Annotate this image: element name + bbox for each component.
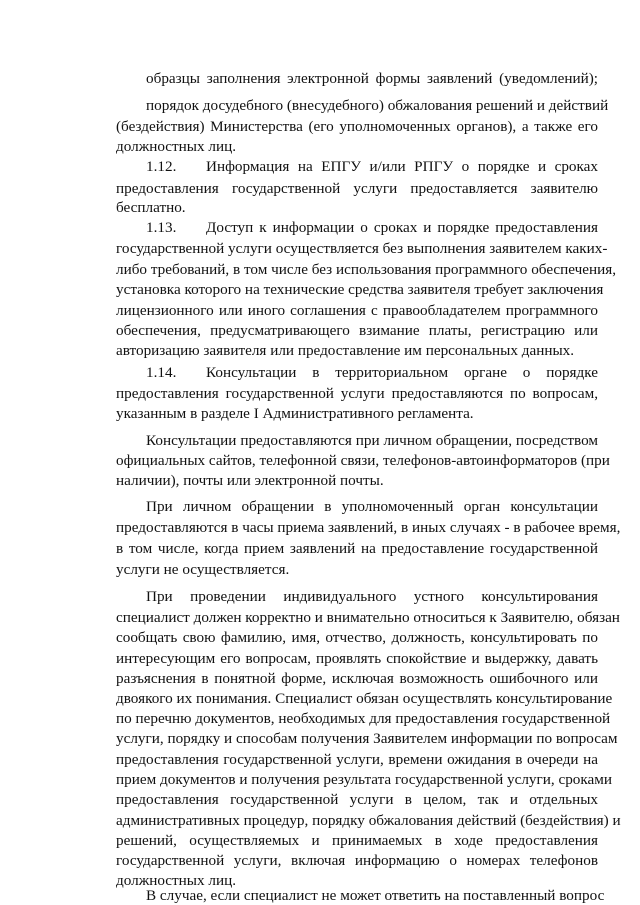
text-line: При личном обращении в уполномоченный орган консультации xyxy=(146,498,598,515)
text-line: интересующим его вопросам, проявлять спокойствие и выдержку, давать xyxy=(116,650,598,667)
text-line: Доступ к информации о сроках и порядке предоставления xyxy=(206,219,598,236)
text-line: услуги не осуществляется. xyxy=(116,561,290,578)
text-line: решений, осуществляемых и принимаемых в ходе предоставления xyxy=(116,832,598,849)
text-line: разъяснения в понятной форме, исключая возможность ошибочного или xyxy=(116,670,598,687)
text-line: двоякого их понимания. Специалист обязан осуществлять консультирование xyxy=(116,690,613,707)
text-line: услуги, порядку и способам получения Заявителем информации по вопросам xyxy=(116,730,618,747)
text-line: Консультации предоставляются при личном обращении, посредством xyxy=(146,432,598,449)
section-1-12 xyxy=(146,158,598,176)
text-line: лицензионного или иного соглашения с правообладателем программного xyxy=(116,302,598,319)
text-line: порядок досудебного (внесудебного) обжалования решений и действий xyxy=(146,97,609,114)
text-line: государственной услуги, включая информацию о номерах телефонов xyxy=(116,852,598,869)
text-line: обеспечения, предусматривающего взимание платы, регистрацию или xyxy=(116,322,598,339)
text-line: Консультации в территориальном органе о порядке xyxy=(206,364,598,381)
text-line: предоставления государственной услуги, времени ожидания в очереди на xyxy=(116,751,598,768)
text-line: специалист должен корректно и внимательно относиться к Заявителю, обязан xyxy=(116,609,620,626)
section-number: 1.14. xyxy=(146,364,177,381)
text-line: предоставления государственной услуги предоставляется заявителю xyxy=(116,180,598,197)
text-line: предоставления государственной услуги в целом, так и отдельных xyxy=(116,791,598,808)
text-line: (бездействия) Министерства (его уполномоченных органов), а также его xyxy=(116,118,598,135)
section-1-13 xyxy=(146,219,598,237)
text-line: должностных лиц. xyxy=(116,138,237,155)
text-line: установка которого на технические средства заявителя требует заключения xyxy=(116,281,604,298)
text-line: предоставления государственной услуги предоставляются по вопросам, xyxy=(116,385,598,402)
text-line: В случае, если специалист не может ответить на поставленный вопрос xyxy=(146,887,605,904)
text-line: образцы заполнения электронной формы заявлений (уведомлений); xyxy=(146,70,598,87)
section-1-14 xyxy=(146,364,598,382)
text-line: государственной услуги осуществляется без выполнения заявителем каких- xyxy=(116,240,608,257)
section-number: 1.12. xyxy=(146,158,177,175)
text-line: сообщать свою фамилию, имя, отчество, должность, консультировать по xyxy=(116,629,598,646)
text-line: должностных лиц. xyxy=(116,872,237,889)
text-line: наличии), почты или электронной почты. xyxy=(116,472,384,489)
text-line: бесплатно. xyxy=(116,199,186,216)
text-line: либо требований, в том числе без использования программного обеспечения, xyxy=(116,261,617,278)
text-line: административных процедур, порядку обжалования действий (бездействия) и xyxy=(116,812,621,829)
text-line: в том числе, когда прием заявлений на предоставление государственной xyxy=(116,540,598,557)
text-line: по перечню документов, необходимых для предоставления государственной xyxy=(116,710,611,727)
text-line: Информация на ЕПГУ и/или РПГУ о порядке и сроках xyxy=(206,158,598,175)
text-line: авторизацию заявителя или предоставление им персональных данных. xyxy=(116,342,575,359)
text-line: прием документов и получения результата государственной услуги, сроками xyxy=(116,771,613,788)
text-line: При проведении индивидуального устного консультирования xyxy=(146,588,598,605)
text-line: предоставляются в часы приема заявлений, в иных случаях - в рабочее время, xyxy=(116,519,621,536)
text-line: указанным в разделе I Административного регламента. xyxy=(116,405,474,422)
text-line: официальных сайтов, телефонной связи, телефонов-автоинформаторов (при xyxy=(116,452,610,469)
section-number: 1.13. xyxy=(146,219,177,236)
